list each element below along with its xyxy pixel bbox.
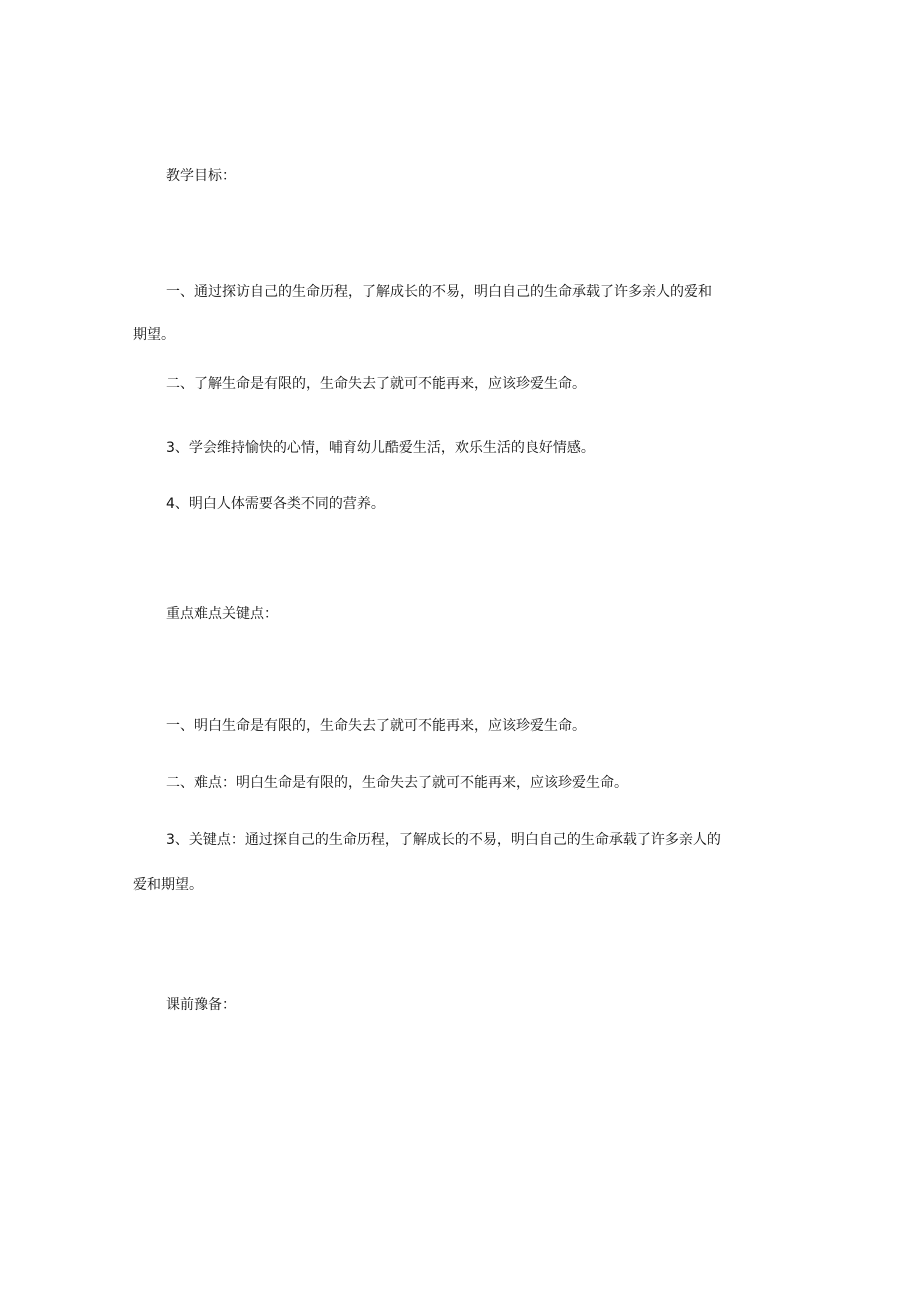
objective-item-4: 4、明白人体需要各类不同的营养。 [166, 496, 385, 512]
keypoints-heading: 重点难点关键点： [166, 606, 278, 622]
objective-item-1-line2: 期望。 [133, 327, 175, 343]
keypoint-item-2: 二、难点：明白生命是有限的，生命失去了就可不能再来，应该珍爱生命。 [166, 775, 628, 791]
objective-item-2: 二、了解生命是有限的，生命失去了就可不能再来，应该珍爱生命。 [166, 376, 586, 392]
keypoint-item-3-line2: 爱和期望。 [133, 877, 203, 893]
objective-item-1-line1: 一、通过探访自己的生命历程，了解成长的不易，明白自己的生命承载了许多亲人的爱和 [166, 284, 712, 300]
keypoint-item-1: 一、明白生命是有限的，生命失去了就可不能再来，应该珍爱生命。 [166, 718, 586, 734]
objectives-heading: 教学目标： [166, 168, 236, 184]
objective-item-3: 3、学会维持愉快的心情，哺育幼儿酷爱生活，欢乐生活的良好情感。 [166, 440, 595, 456]
preparation-heading: 课前豫备： [166, 997, 236, 1013]
keypoint-item-3-line1: 3、关键点：通过探自己的生命历程，了解成长的不易，明白自己的生命承载了许多亲人的 [166, 832, 721, 848]
